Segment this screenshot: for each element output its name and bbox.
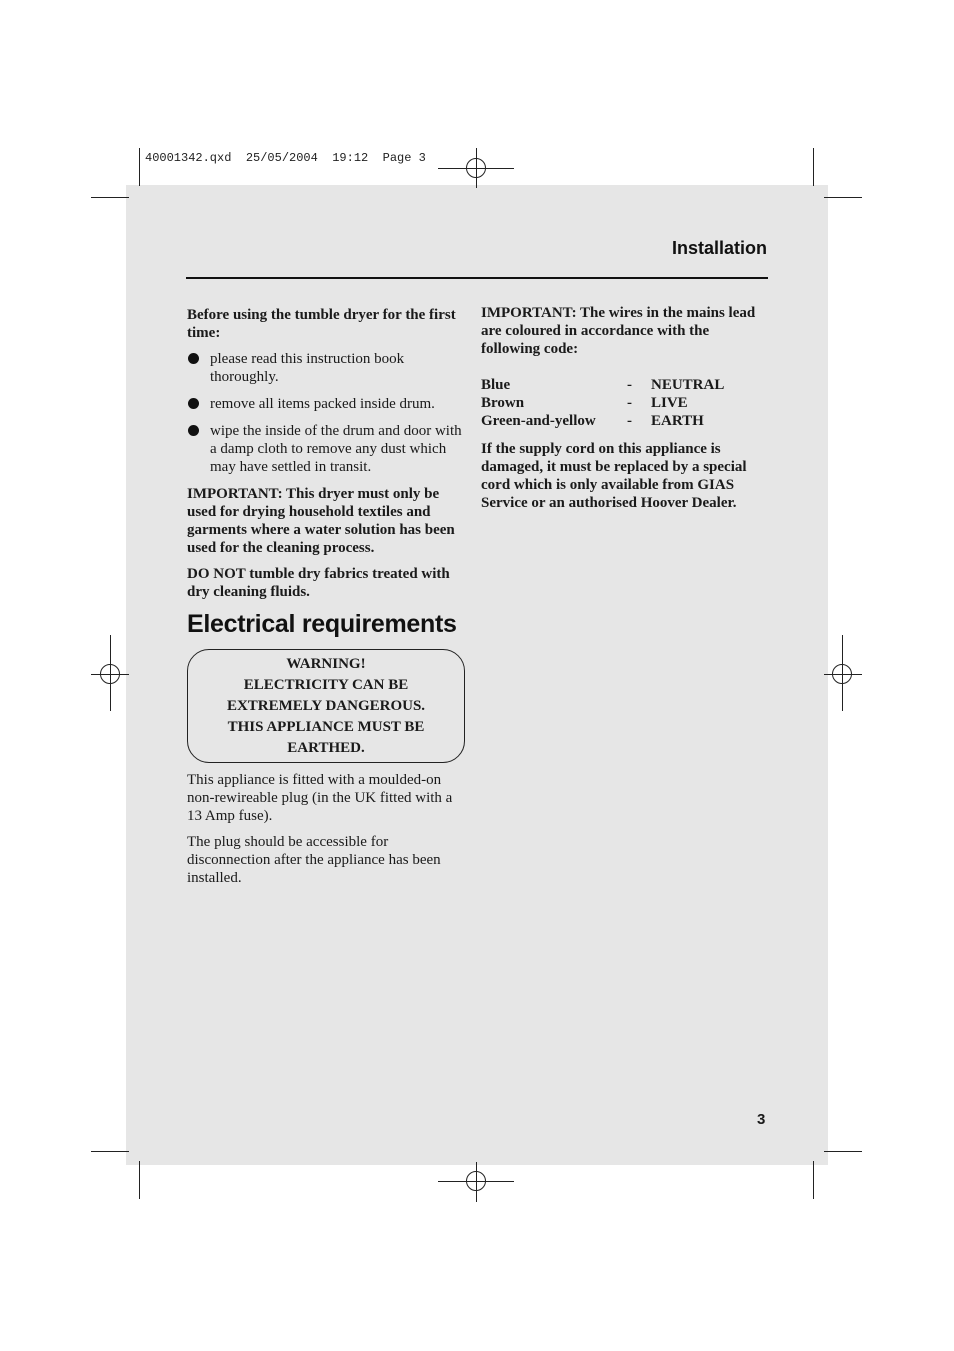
wire-colour-table: [481, 376, 724, 430]
list-item: please read this instruction book thoroughly.: [187, 350, 462, 386]
important-note: IMPORTANT: This dryer must only be used for drying household textiles and garments where a water solution has been used for the cleaning process.: [187, 486, 455, 556]
warning-line: WARNING!: [286, 655, 366, 672]
registration-circle: [832, 664, 852, 684]
warning-box: [187, 649, 465, 763]
separator: -: [627, 413, 632, 429]
crop-mark: [139, 148, 140, 186]
wire-meaning: EARTH: [651, 413, 704, 429]
warning-line: ELECTRICITY CAN BE: [243, 676, 409, 693]
intro-text: Before using the tumble dryer for the first time:: [187, 307, 456, 341]
supply-cord-note: If the supply cord on this appliance is damaged, it must be replaced by a special cord which is only available from GIAS Service or an authorised Hoover Dealer.: [481, 441, 747, 511]
table-row: [481, 376, 724, 394]
separator: -: [627, 395, 632, 411]
page-number: 3: [757, 1111, 766, 1128]
bullet-icon: [188, 353, 199, 364]
warning-line: EARTHED.: [287, 739, 365, 756]
warning-line: EXTREMELY DANGEROUS.: [226, 697, 426, 714]
table-row: [481, 412, 724, 430]
electrical-heading: Electrical requirements: [187, 610, 457, 638]
wire-colour-intro: IMPORTANT: The wires in the mains lead are coloured in accordance with the following code:: [481, 305, 756, 357]
wire-meaning: LIVE: [651, 395, 688, 411]
wire-colour: Brown: [481, 395, 525, 411]
wire-colour: Green-and-yellow: [481, 413, 596, 429]
wire-colour: Blue: [481, 377, 511, 393]
section-title: Installation: [671, 238, 767, 258]
accessibility-paragraph: The plug should be accessible for disconnection after the appliance has been installed.: [187, 834, 441, 886]
list-item: wipe the inside of the drum and door with a damp cloth to remove any dust which may have settled in transit.: [187, 422, 462, 476]
preparation-list: [187, 350, 462, 476]
registration-circle: [100, 664, 120, 684]
right-column: [481, 304, 771, 520]
crop-mark: [824, 197, 862, 198]
crop-mark: [813, 148, 814, 186]
registration-circle: [466, 1171, 486, 1191]
left-column: [187, 306, 462, 895]
table-row: [481, 394, 724, 412]
crop-mark: [813, 1161, 814, 1199]
wire-meaning: NEUTRAL: [651, 377, 725, 393]
bullet-icon: [188, 398, 199, 409]
crop-mark: [91, 1151, 129, 1152]
crop-mark: [139, 1161, 140, 1199]
do-not-note: DO NOT tumble dry fabrics treated with dry cleaning fluids.: [187, 566, 450, 600]
registration-circle: [466, 158, 486, 178]
plug-paragraph: This appliance is fitted with a moulded-on non-rewireable plug (in the UK fitted with a 13 Amp fuse).: [187, 772, 453, 824]
warning-line: THIS APPLIANCE MUST BE: [227, 718, 425, 735]
bullet-icon: [188, 425, 199, 436]
crop-mark: [91, 197, 129, 198]
print-slug: 40001342.qxd 25/05/2004 19:12 Page 3: [145, 151, 426, 165]
separator: -: [627, 377, 632, 393]
list-item: remove all items packed inside drum.: [187, 395, 462, 413]
header-rule: [186, 277, 768, 279]
crop-mark: [824, 1151, 862, 1152]
